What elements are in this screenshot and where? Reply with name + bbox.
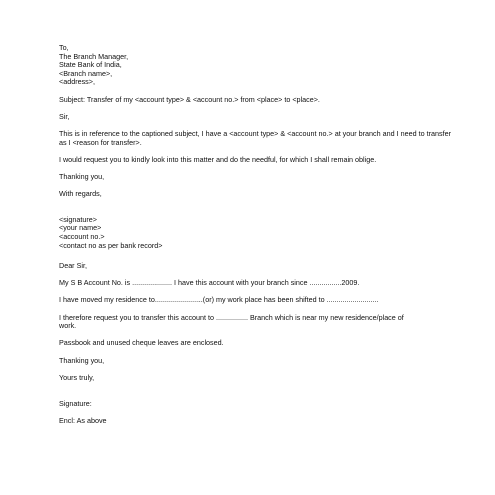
- letter-template-1: [59, 44, 459, 250]
- recipient-line: State Bank of India,: [59, 60, 122, 70]
- signature-line: <signature>: [59, 214, 97, 224]
- body-paragraph: This is in reference to the captioned subject, I have a <account type> & <account no.> at your branch and I need to transfer as I <reason for transfer>.: [59, 128, 451, 147]
- recipient-line: <address>,: [59, 77, 95, 87]
- closing-line: Yours truly,: [59, 372, 95, 382]
- signature-label: Signature:: [59, 398, 92, 408]
- signature-block: [59, 216, 459, 250]
- thanking-line: Thanking you,: [59, 355, 105, 365]
- recipient-line: The Branch Manager,: [59, 51, 129, 61]
- signature-line: <account no.>: [59, 232, 105, 242]
- thanking-line: Thanking you,: [59, 171, 105, 181]
- to-label: To,: [59, 43, 69, 52]
- recipient-line: <Branch name>,: [59, 68, 113, 78]
- body-paragraph: I therefore request you to transfer this account to ................ Branch which is near my new residence/place of work.: [59, 312, 404, 331]
- body-paragraph: I have moved my residence to........................(or) my work place has been shifted to ..........................: [59, 295, 379, 305]
- signature-line: <your name>: [59, 223, 102, 233]
- salutation: Dear Sir,: [59, 261, 87, 270]
- salutation: Sir,: [59, 111, 70, 121]
- signature-line: <contact no as per bank record>: [59, 240, 163, 250]
- subject-line: Subject: Transfer of my <account type> & <account no.> from <place> to <place>.: [59, 94, 320, 104]
- enclosure-line: Encl: As above: [59, 415, 107, 425]
- regards-line: With regards,: [59, 189, 102, 199]
- body-paragraph: My S B Account No. is .................... I have this account with your branch since ................2009.: [59, 278, 360, 288]
- body-paragraph: I would request you to kindly look into this matter and do the needful, for which I shall remain oblige.: [59, 154, 377, 164]
- letter-template-2: [59, 262, 459, 425]
- recipient-address: [59, 53, 459, 87]
- body-paragraph: Passbook and unused cheque leaves are enclosed.: [59, 338, 224, 348]
